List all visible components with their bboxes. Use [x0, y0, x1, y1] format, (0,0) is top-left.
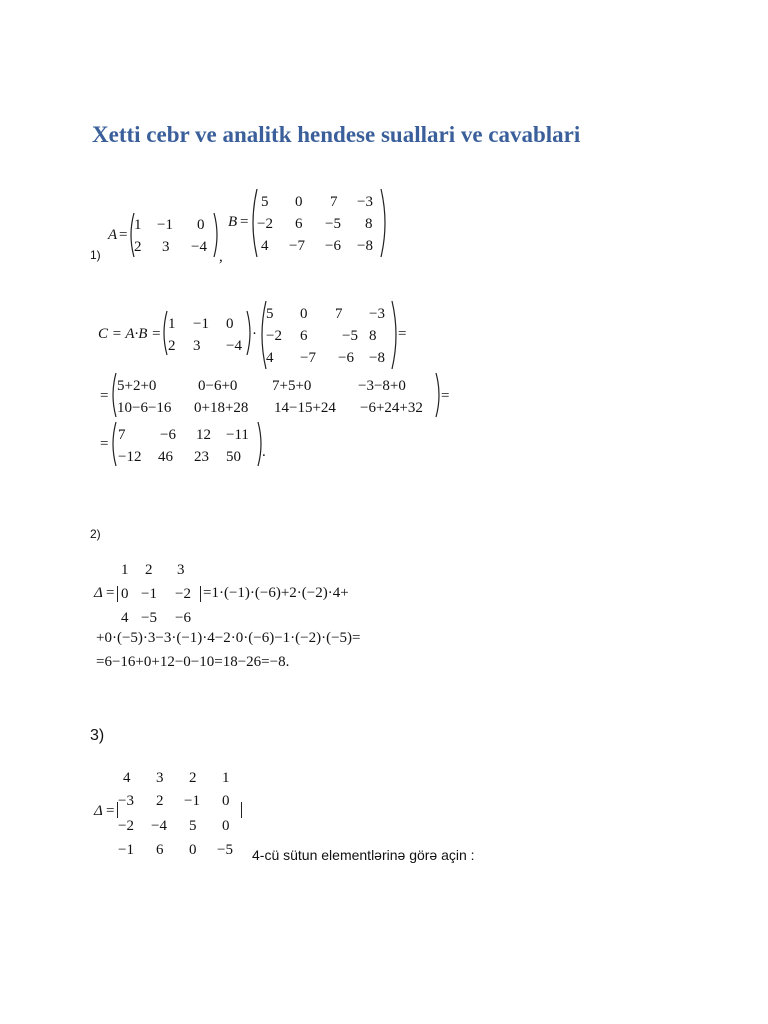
det2-cell: −6 — [175, 610, 191, 626]
matrix-a-symbol: A — [108, 227, 118, 243]
equals-sign: = — [398, 326, 407, 342]
expanded-cell: −6+24+32 — [360, 400, 423, 416]
expanded-cell: 14−15+24 — [274, 400, 336, 416]
expanded-cell: 5+2+0 — [117, 378, 157, 394]
calc-a-cell: −4 — [226, 338, 242, 354]
det3-cell: −1 — [184, 793, 200, 809]
result-cell: 50 — [226, 449, 241, 465]
determinant-bar-right — [200, 586, 201, 602]
calc-matrix-b — [258, 300, 400, 370]
result-cell: 23 — [194, 449, 209, 465]
det3-cell: −5 — [217, 842, 233, 858]
result-matrix — [110, 421, 264, 467]
matrix-a-cell: 3 — [162, 239, 170, 255]
calc-a-cell: 0 — [226, 316, 234, 332]
matrix-a-cell: −4 — [191, 239, 207, 255]
det2-cell: −1 — [141, 586, 157, 602]
calc-b-cell: −7 — [300, 350, 316, 366]
calc-b-cell: 4 — [266, 350, 274, 366]
result-cell: −6 — [160, 427, 176, 443]
det3-cell: 2 — [189, 770, 197, 786]
equals-sign: = — [119, 227, 128, 243]
det2-expansion-line-1: =1·(−1)·(−6)+2·(−2)·4+ — [203, 585, 349, 601]
det2-expansion-line-2: +0·(−5)·3−3·(−1)·4−2·0·(−6)−1·(−2)·(−5)= — [96, 630, 361, 646]
det2-cell: 0 — [121, 586, 129, 602]
det3-cell: 4 — [123, 770, 131, 786]
problem-2-label: 2) — [90, 527, 101, 541]
delta-symbol: Δ — [94, 803, 103, 819]
multiply-dot: · — [252, 326, 257, 342]
problem-3-label: 3) — [90, 727, 105, 744]
det3-cell: −3 — [118, 793, 134, 809]
det2-cell: 4 — [121, 610, 129, 626]
det3-cell: 0 — [189, 842, 197, 858]
det3-cell: 1 — [222, 770, 230, 786]
det3-cell: −4 — [151, 818, 167, 834]
equals-sign: = — [441, 388, 450, 404]
expanded-cell: 0+18+28 — [194, 400, 249, 416]
equals-sign: = — [106, 803, 115, 819]
det2-cell: −5 — [141, 610, 157, 626]
calc-b-cell: −6 — [338, 350, 354, 366]
det3-cell: 6 — [156, 842, 164, 858]
calc-b-cell: 5 — [266, 306, 274, 322]
det3-cell: 3 — [156, 770, 164, 786]
result-cell: −11 — [226, 427, 249, 443]
matrix-b-cell: −5 — [325, 216, 341, 232]
det3-cell: 0 — [222, 793, 230, 809]
matrix-b-cell: −7 — [289, 238, 305, 254]
calc-b-cell: 8 — [369, 328, 377, 344]
result-cell: 12 — [196, 427, 211, 443]
matrix-b-cell: −3 — [357, 194, 373, 210]
equals-sign: = — [100, 388, 109, 404]
calc-b-cell: −3 — [369, 306, 385, 322]
result-cell: 7 — [118, 427, 126, 443]
expanded-cell: 10−6−16 — [117, 400, 172, 416]
calc-a-cell: −1 — [193, 316, 209, 332]
det3-cell: 2 — [156, 793, 164, 809]
matrix-b-cell: −6 — [325, 238, 341, 254]
expanded-matrix — [110, 372, 442, 418]
calc-b-cell: −5 — [342, 328, 358, 344]
expanded-cell: 7+5+0 — [272, 378, 312, 394]
matrix-b — [249, 188, 389, 258]
page-title: Xetti cebr ve analitk hendese suallari ve cavablari — [92, 122, 581, 147]
calc-matrix-a — [160, 310, 254, 356]
equals-sign: = — [100, 436, 109, 452]
determinant-bar-left — [117, 586, 118, 602]
determinant-3 — [115, 768, 245, 862]
matrix-a-cell: −1 — [157, 217, 173, 233]
det2-cell: 3 — [177, 562, 185, 578]
matrix-b-cell: 6 — [295, 216, 303, 232]
result-cell: −12 — [118, 449, 142, 465]
calc-a-cell: 1 — [168, 316, 176, 332]
calc-a-cell: 3 — [193, 338, 201, 354]
det2-result-line: =6−16+0+12−0−10=18−26=−8. — [96, 654, 290, 670]
product-lhs: C = A·B = — [98, 326, 162, 342]
comma: , — [219, 249, 223, 265]
equals-sign: = — [106, 585, 115, 601]
det3-cell: −2 — [118, 818, 134, 834]
period: . — [262, 444, 266, 460]
matrix-b-cell: 4 — [261, 238, 269, 254]
matrix-a-cell: 0 — [197, 217, 205, 233]
expanded-cell: −3−8+0 — [358, 378, 406, 394]
matrix-b-symbol: B — [228, 214, 238, 230]
expansion-note: 4-cü sütun elementlərinə görə açin : — [252, 847, 475, 863]
result-cell: 46 — [158, 449, 173, 465]
calc-b-cell: 7 — [335, 306, 343, 322]
matrix-b-cell: 0 — [295, 194, 303, 210]
matrix-b-cell: 8 — [365, 216, 373, 232]
delta-symbol: Δ — [94, 585, 103, 601]
calc-a-cell: 2 — [168, 338, 176, 354]
det2-cell: −2 — [175, 586, 191, 602]
det2-cell: 2 — [145, 562, 153, 578]
det2-cell: 1 — [121, 562, 129, 578]
matrix-b-cell: −2 — [257, 216, 273, 232]
matrix-b-cell: −8 — [357, 238, 373, 254]
det3-cell: 5 — [189, 818, 197, 834]
matrix-b-cell: 7 — [330, 194, 338, 210]
matrix-b-cell: 5 — [261, 194, 269, 210]
matrix-a-cell: 1 — [134, 217, 142, 233]
det3-cell: 0 — [222, 818, 230, 834]
expanded-cell: 0−6+0 — [198, 378, 238, 394]
calc-b-cell: 6 — [300, 328, 308, 344]
calc-b-cell: −2 — [266, 328, 282, 344]
matrix-a-cell: 2 — [134, 239, 142, 255]
det3-cell: −1 — [118, 842, 134, 858]
determinant-2 — [115, 560, 205, 628]
problem-1-label: 1) — [90, 248, 101, 262]
calc-b-cell: −8 — [369, 350, 385, 366]
matrix-a — [127, 212, 221, 258]
calc-b-cell: 0 — [300, 306, 308, 322]
determinant-bar-right — [241, 802, 242, 818]
equals-sign: = — [240, 214, 249, 230]
